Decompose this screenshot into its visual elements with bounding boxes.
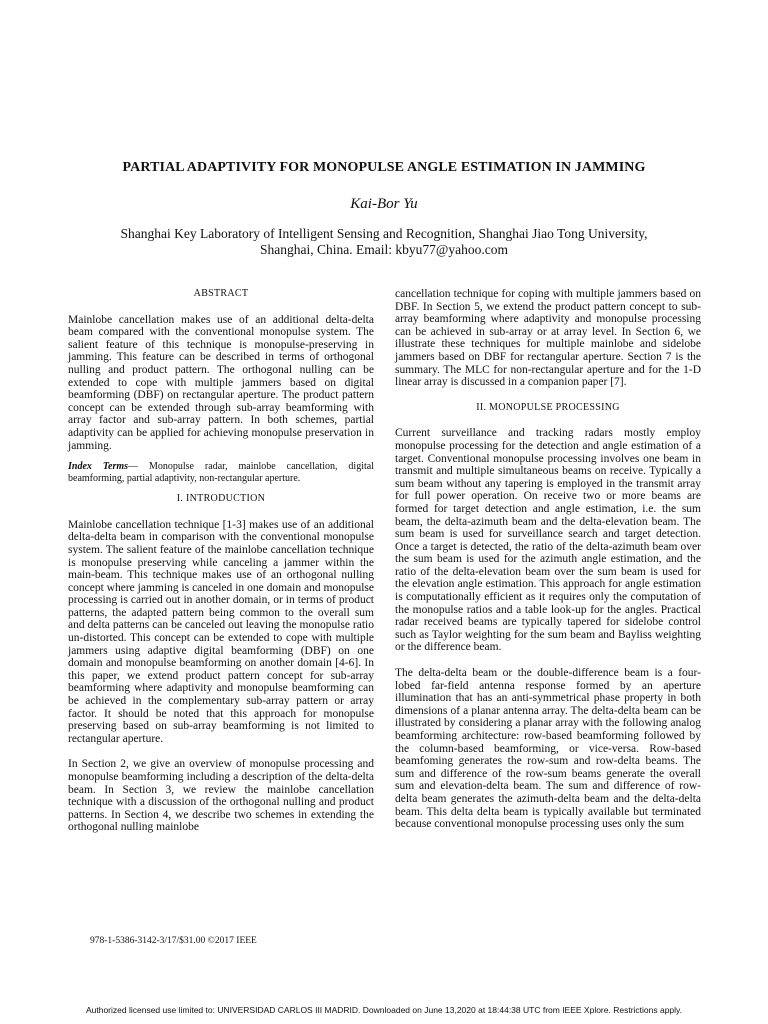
introduction-heading: I. INTRODUCTION xyxy=(176,493,266,505)
index-terms-text: Monopulse radar, mainlobe cancellation, digital beamforming, partial adaptivity, non-rectangular aperture. xyxy=(68,461,374,484)
affiliation-line-2: Shanghai, China. Email: kbyu77@yahoo.com xyxy=(260,242,508,257)
abstract-text: Mainlobe cancellation makes use of an additional delta-delta beam compared with the conventional monopulse system. The salient feature of this technique is monopulse-preserving in jamming. This feature can be described in terms of orthogonal nulling and product pattern. The orthogonal nulling can be extended to cope with multiple jammers based on digital beamforming (DBF) on rectangular aperture. The product pattern concept can be extended through sub-array beamforming with array factor and sub-array pattern. In both schemes, partial adaptivity can be applied for achieving monopulse preservation in jamming. xyxy=(68,313,374,452)
download-footer: Authorized licensed use limited to: UNIVERSIDAD CARLOS III MADRID. Downloaded on June 13,2020 at 18:44:38 UTC from IEEE Xplore. Restrictions apply. xyxy=(85,1005,683,1015)
index-terms-label: Index Terms xyxy=(68,461,129,473)
introduction-paragraph-2-continued: cancellation technique for coping with multiple jammers based on DBF. In Section 5, we extend the product pattern concept to sub-array beamforming where adaptivity and monopulse processing can be achieved in sub-array or at array level. In Section 6, we illustrate these techniques for multiple mainlobe and sidelobe jammers based on DBF for rectangular aperture. Section 7 is the summary. The MLC for non-rectangular aperture and for the 1-D linear array is discussed in a companion paper [7]. xyxy=(395,288,701,389)
affiliation xyxy=(100,226,668,258)
affiliation-line-1: Shanghai Key Laboratory of Intelligent Sensing and Recognition, Shanghai Jiao Tong University, xyxy=(120,226,648,241)
copyright-notice: 978-1-5386-3142-3/17/$31.00 ©2017 IEEE xyxy=(90,936,257,946)
introduction-paragraph-1: Mainlobe cancellation technique [1-3] makes use of an additional delta-delta beam in comparison with the conventional monopulse system. The salient feature of the mainlobe cancellation technique is monopulse preserving while canceling a jammer within the main-beam. This technique makes use of an orthogonal nulling concept where jamming is canceled in one domain and monopulse processing is carried out in another domain, or in terms of product patterns, the adapted pattern being common to the overall sum and delta patterns can be canceled out leaving the monopulse ratio un-distorted. This concept can be extended to cope with multiple jammers using adaptive digital beamforming (DBF) on one domain and monopulse beamforming on another domain [4-6]. In this paper, we extend product pattern concept for sub-array beamforming where adaptivity and monopulse beamforming can be achieved in the complementary sub-array pattern or array factor. It should be noted that this approach for monopulse preserving based on sub-array beamforming is not limited to rectangular aperture. xyxy=(68,518,374,745)
monopulse-paragraph-1: Current surveillance and tracking radars mostly employ monopulse processing for the detection and angle estimation of a target. Conventional monopulse processing involves one beam in transmit and multiple simultaneous beams on receive. Typically a sum beam without any tapering is employed in the transmit array for full power operation. On receive two or more beams are formed for target detection and angle estimation, i.e. the sum beam, the delta-azimuth beam and the delta-elevation beam. The sum beam is used for surveillance search and target detection. Once a target is detected, the ratio of the delta-azimuth beam over the sum beam is used for the azimuth angle estimation, and the ratio of the delta-elevation beam over the sum beam is used for the elevation angle estimation. This approach for angle estimation is computationally efficient as it requires only the computation of the monopulse ratios and a table look-up for the angles. Practical radar received beams are typically tapered for sidelobe control such as Taylor weighting for the sum beam and Bayliss weighting or the difference beam. xyxy=(395,427,701,654)
right-column xyxy=(395,288,701,831)
introduction-paragraph-2: In Section 2, we give an overview of monopulse processing and monopulse beamforming including a description of the delta-delta beam. In Section 3, we review the mainlobe cancellation technique with a discussion of the orthogonal nulling and product patterns. In Section 4, we describe two schemes in extending the orthogonal nulling mainlobe xyxy=(68,758,374,834)
abstract-heading: ABSTRACT xyxy=(193,288,249,299)
index-terms-dash: — xyxy=(128,461,149,473)
monopulse-heading: II. MONOPULSE PROCESSING xyxy=(476,401,620,413)
left-column xyxy=(68,288,374,834)
monopulse-paragraph-2: The delta-delta beam or the double-difference beam is a four-lobed far-field antenna response formed by an aperture illumination that has an anti-symmetrical phase property in both dimensions of a planar antenna array. The delta-delta beam can be illustrated by considering a planar array with the following analog beamforming architecture: row-based beamforming followed by the column-based beamforming, or vice-versa. Row-based beamfoming generates the row-sum and row-delta beams. The sum and difference of the row-sum beams generate the overall sum and elevation-delta beam. The sum and difference of row-delta beam generates the azimuth-delta beam and the delta-delta beam. This delta delta beam is typically available but terminated because conventional monopulse processing uses only the sum xyxy=(395,667,701,831)
index-terms xyxy=(68,461,374,484)
paper-title: PARTIAL ADAPTIVITY FOR MONOPULSE ANGLE ESTIMATION IN JAMMING xyxy=(122,160,646,175)
author-name: Kai-Bor Yu xyxy=(350,196,418,212)
